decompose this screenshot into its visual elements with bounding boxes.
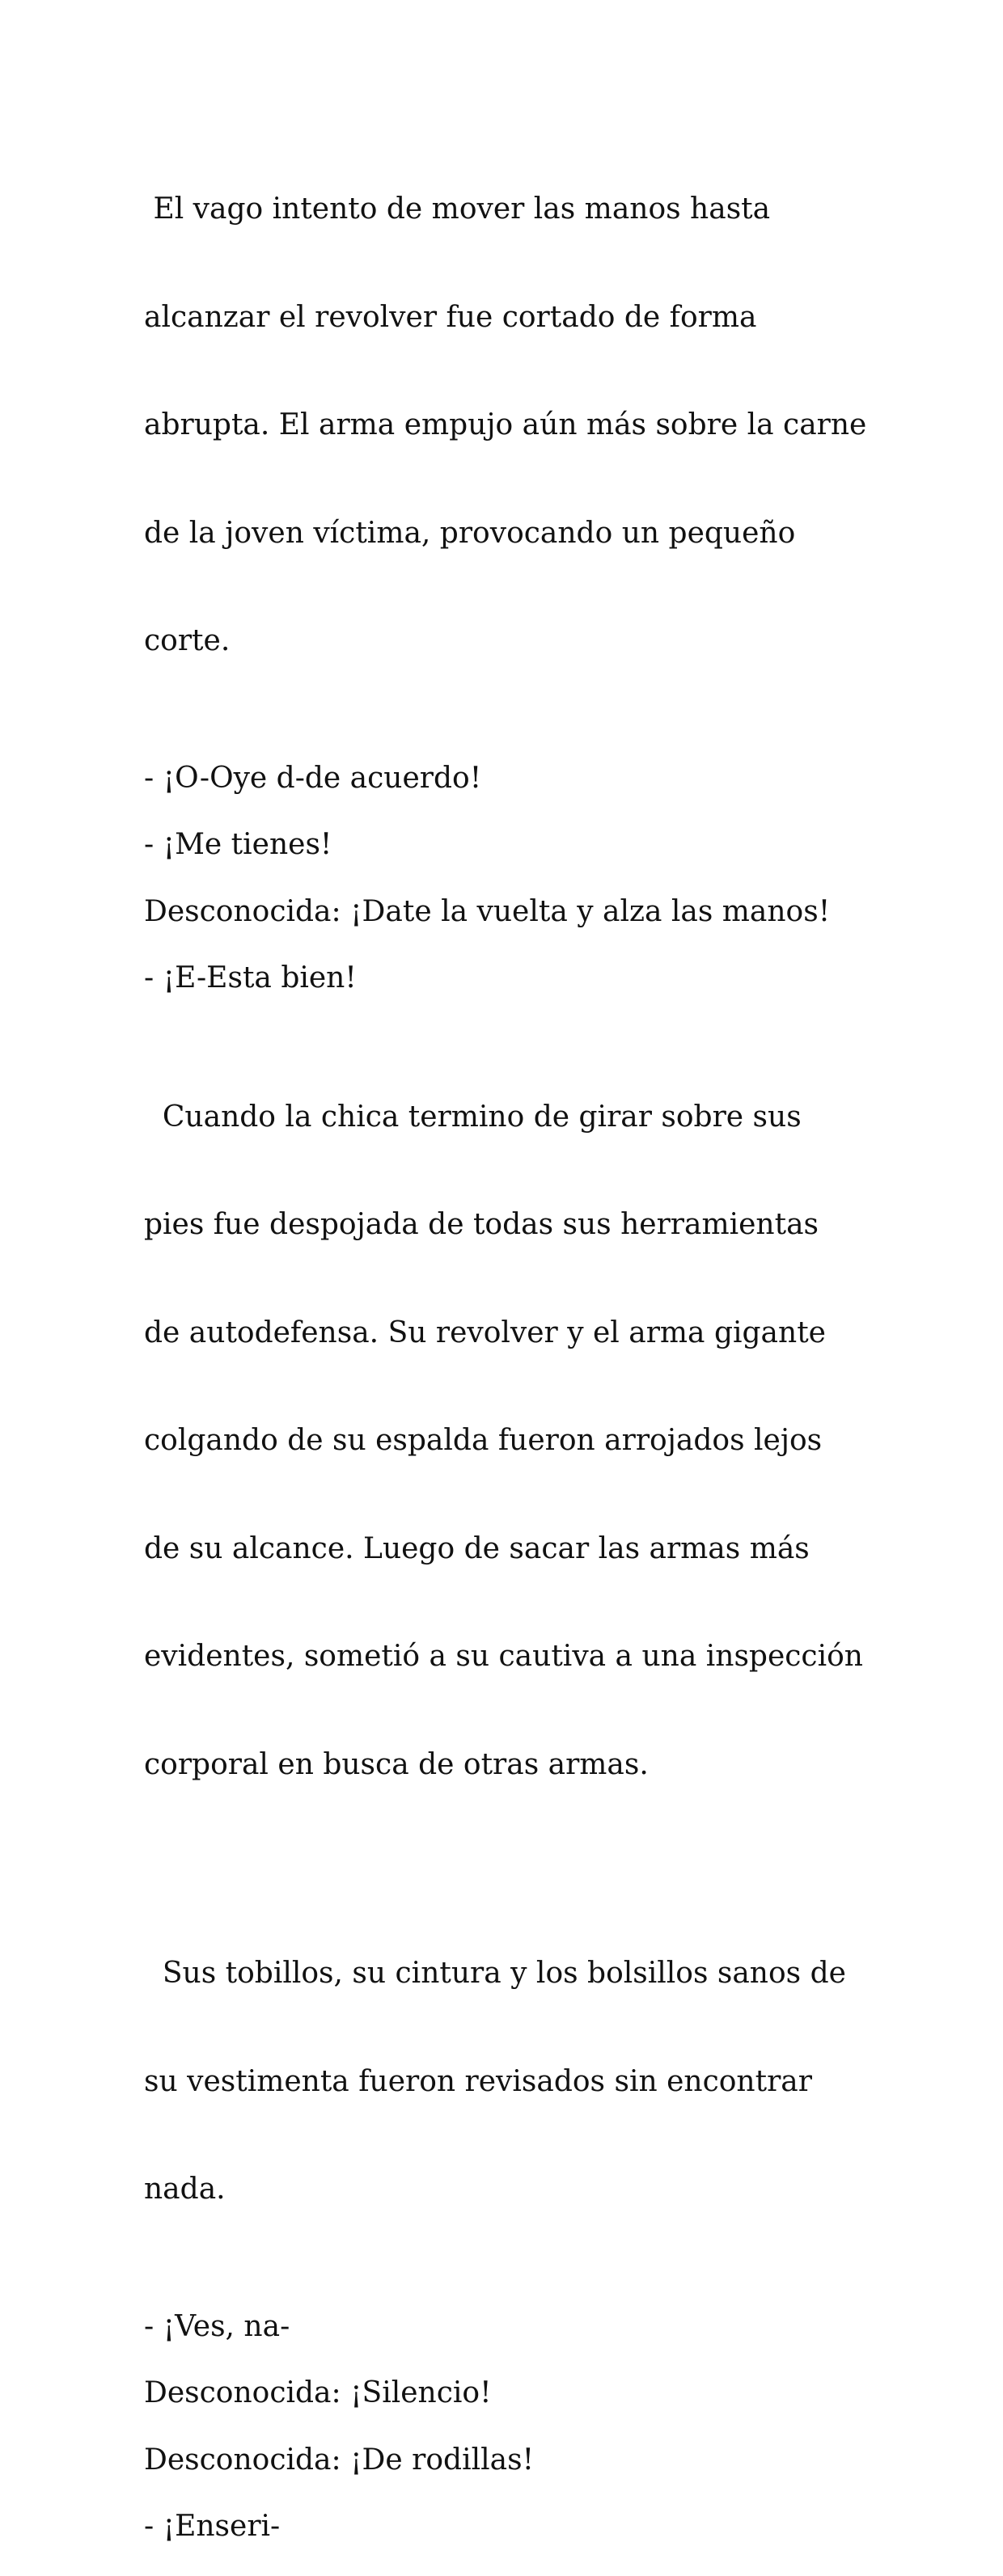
text-line: corporal en busca de otras armas. xyxy=(144,1747,649,1781)
narrative-paragraph-1 xyxy=(144,120,872,732)
dialogue-line-2: - ¡Me tienes! xyxy=(144,828,332,861)
dialogue-line-7: Desconocida: ¡De rodillas! xyxy=(144,2443,535,2477)
dialogue-line-5: - ¡Ves, na- xyxy=(144,2309,290,2343)
dialogue-line-8: - ¡Enseri- xyxy=(144,2510,281,2543)
text-line: El vago intento de mover las manos hasta xyxy=(144,192,771,226)
text-line: su vestimenta fueron revisados sin encontrar xyxy=(144,2064,812,2098)
text-line: evidentes, sometió a su cautiva a una inspección xyxy=(144,1640,863,1673)
text-line: Sus tobillos, su cintura y los bolsillos sanos de xyxy=(144,1957,846,1990)
dialogue-line-1: - ¡O-Oye d-de acuerdo! xyxy=(144,761,482,795)
dialogue-line-6: Desconocida: ¡Silencio! xyxy=(144,2376,492,2409)
dialogue-line-4: - ¡E-Esta bien! xyxy=(144,961,357,995)
narrative-paragraph-2 xyxy=(144,1028,872,1856)
text-line: de su alcance. Luego de sacar las armas más xyxy=(144,1531,810,1565)
text-line: nada. xyxy=(144,2173,226,2206)
text-line: corte. xyxy=(144,624,231,657)
text-line: pies fue despojada de todas sus herramientas xyxy=(144,1208,819,1241)
text-line: colgando de su espalda fueron arrojados lejos xyxy=(144,1424,823,1457)
story-text xyxy=(144,120,872,2576)
text-line: Cuando la chica termino de girar sobre sus xyxy=(144,1100,802,1134)
text-line: alcanzar el revolver fue cortado de forma xyxy=(144,300,757,334)
text-line: abrupta. El arma empujo aún más sobre la carne xyxy=(144,408,867,441)
dialogue-line-3: Desconocida: ¡Date la vuelta y alza las manos! xyxy=(144,894,831,928)
narrative-paragraph-3 xyxy=(144,1884,872,2280)
text-line: de autodefensa. Su revolver y el arma gigante xyxy=(144,1315,826,1349)
text-line: de la joven víctima, provocando un pequeño xyxy=(144,516,796,550)
